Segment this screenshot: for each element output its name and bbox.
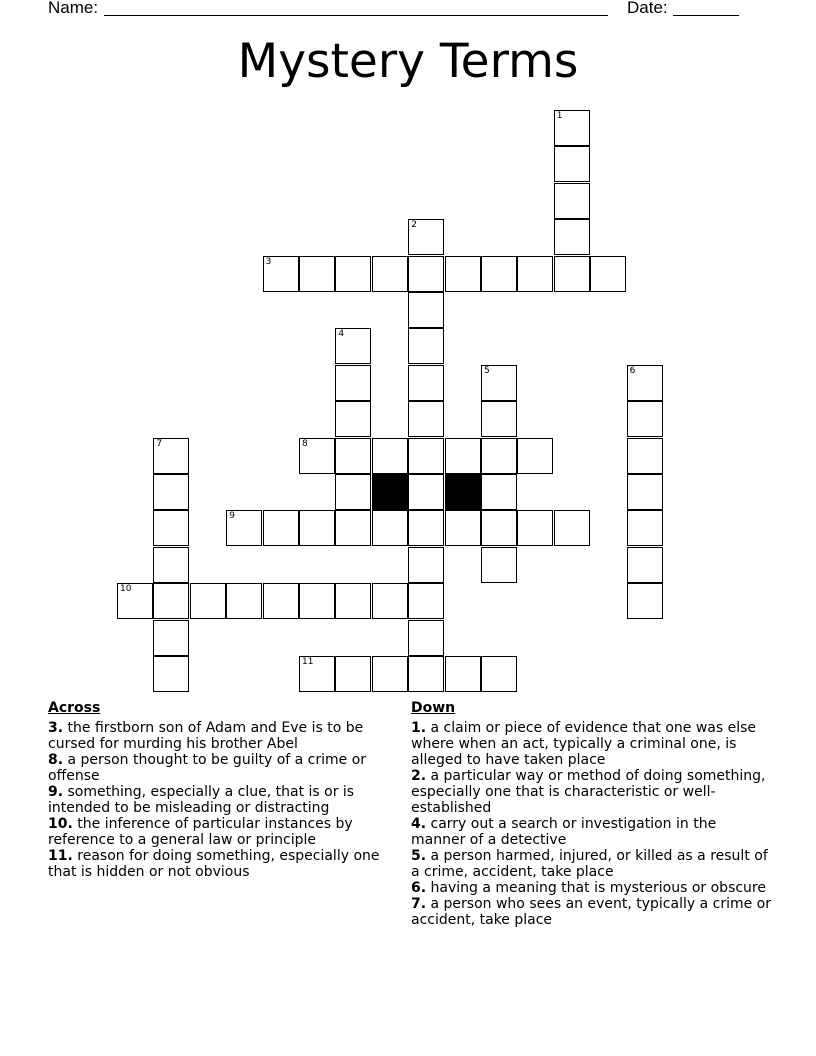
grid-cell[interactable] (408, 438, 444, 474)
grid-cell[interactable] (590, 256, 626, 292)
grid-cell[interactable] (481, 474, 517, 510)
clue-number-label: 11. (48, 848, 73, 864)
down-clue (411, 816, 771, 848)
clue-number-label: 10. (48, 816, 73, 832)
clue-number: 7 (156, 438, 163, 449)
grid-cell[interactable] (226, 510, 262, 546)
name-label: Name: (48, 0, 99, 17)
grid-cell[interactable] (481, 401, 517, 437)
clue-number-label: 4. (411, 816, 427, 832)
clue-number-label: 5. (411, 848, 427, 864)
across-clue (48, 816, 398, 848)
across-clue-list (48, 720, 398, 880)
down-clue (411, 768, 771, 816)
grid-cell[interactable] (117, 583, 153, 619)
down-heading: Down (411, 700, 456, 716)
grid-cell[interactable] (335, 583, 371, 619)
clue-text: a person harmed, injured, or killed as a result of a crime, accident, take place (411, 848, 768, 880)
grid-cell[interactable] (481, 256, 517, 292)
grid-cell[interactable] (445, 256, 481, 292)
grid-cell[interactable] (554, 510, 590, 546)
clue-text: carry out a search or investigation in the manner of a detective (411, 816, 717, 848)
grid-cell[interactable] (335, 328, 371, 364)
grid-cell[interactable] (408, 547, 444, 583)
clue-number-label: 7. (411, 896, 427, 912)
grid-cell[interactable] (372, 656, 408, 692)
grid-cell[interactable] (481, 656, 517, 692)
down-clue (411, 896, 771, 928)
clue-number: 6 (629, 365, 636, 376)
down-clue-list (411, 720, 771, 928)
grid-cell[interactable] (408, 620, 444, 656)
grid-cell[interactable] (263, 583, 299, 619)
down-clue (411, 720, 771, 768)
clue-number: 5 (484, 365, 490, 376)
grid-cell[interactable] (190, 583, 226, 619)
clue-number-label: 1. (411, 720, 427, 736)
grid-cell[interactable] (554, 219, 590, 255)
grid-block (372, 474, 408, 510)
across-clues (48, 700, 398, 880)
grid-cell[interactable] (554, 183, 590, 219)
grid-cell[interactable] (299, 438, 335, 474)
grid-cell[interactable] (408, 292, 444, 328)
grid-cell[interactable] (627, 510, 663, 546)
clue-number-label: 2. (411, 768, 427, 784)
clue-number-label: 8. (48, 752, 64, 768)
grid-cell[interactable] (372, 256, 408, 292)
grid-cell[interactable] (299, 583, 335, 619)
grid-cell[interactable] (408, 583, 444, 619)
clue-number: 2 (411, 220, 417, 231)
grid-cell[interactable] (517, 438, 553, 474)
grid-cell[interactable] (263, 510, 299, 546)
grid-cell[interactable] (408, 256, 444, 292)
clue-number-label: 6. (411, 880, 427, 896)
grid-cell[interactable] (554, 110, 590, 146)
grid-cell[interactable] (335, 474, 371, 510)
clue-number-label: 9. (48, 784, 64, 800)
grid-cell[interactable] (372, 438, 408, 474)
grid-cell[interactable] (299, 656, 335, 692)
grid-cell[interactable] (408, 510, 444, 546)
grid-cell[interactable] (408, 474, 444, 510)
grid-cell[interactable] (335, 656, 371, 692)
grid-cell[interactable] (627, 365, 663, 401)
page-title: Mystery Terms (237, 34, 579, 89)
grid-cell[interactable] (153, 438, 189, 474)
clue-text: a person who sees an event, typically a crime or accident, take place (411, 896, 771, 928)
grid-block (445, 474, 481, 510)
clue-number: 9 (229, 511, 235, 522)
clue-number: 4 (338, 329, 345, 340)
clue-text: a claim or piece of evidence that one was else where when an act, typically a criminal one, is alleged to have taken place (411, 720, 757, 768)
grid-cell[interactable] (517, 510, 553, 546)
grid-cell[interactable] (408, 401, 444, 437)
clue-text: having a meaning that is mysterious or obscure (426, 880, 766, 896)
clue-text: a particular way or method of doing something, especially one that is characteristic or well-established (411, 768, 766, 816)
down-clue (411, 848, 771, 880)
grid-cell[interactable] (408, 219, 444, 255)
grid-cell[interactable] (627, 438, 663, 474)
grid-cell[interactable] (153, 656, 189, 692)
grid-cell[interactable] (153, 510, 189, 546)
clue-text: something, especially a clue, that is or is intended to be misleading or distracting (48, 784, 355, 816)
across-clue (48, 720, 398, 752)
grid-cell[interactable] (627, 401, 663, 437)
clue-number: 10 (120, 584, 132, 595)
clue-number: 1 (556, 111, 563, 121)
across-clue (48, 784, 398, 816)
grid-cell[interactable] (481, 438, 517, 474)
grid-cell[interactable] (627, 547, 663, 583)
clue-text: the inference of particular instances by reference to a general law or principle (48, 816, 353, 848)
grid-cell[interactable] (226, 583, 262, 619)
grid-cell[interactable] (517, 256, 553, 292)
grid-cell[interactable] (372, 510, 408, 546)
clue-number-label: 3. (48, 720, 64, 736)
grid-cell[interactable] (299, 256, 335, 292)
grid-cell[interactable] (408, 328, 444, 364)
grid-cell[interactable] (627, 583, 663, 619)
grid-cell[interactable] (335, 256, 371, 292)
across-clue (48, 848, 398, 880)
grid-cell[interactable] (153, 547, 189, 583)
clue-text: the firstborn son of Adam and Eve is to be cursed for murding his brother Abel (48, 720, 364, 752)
grid-cell[interactable] (627, 474, 663, 510)
grid-cell[interactable] (153, 474, 189, 510)
grid-cell[interactable] (408, 656, 444, 692)
across-heading: Across (48, 700, 101, 716)
across-clue (48, 752, 398, 784)
clue-number: 8 (302, 438, 308, 449)
grid-cell[interactable] (554, 146, 590, 182)
clue-text: a person thought to be guilty of a crime or offense (48, 752, 367, 784)
grid-cell[interactable] (335, 365, 371, 401)
down-clues (411, 700, 771, 928)
grid-cell[interactable] (263, 256, 299, 292)
grid-cell[interactable] (445, 438, 481, 474)
grid-cell[interactable] (335, 401, 371, 437)
grid-cell[interactable] (153, 583, 189, 619)
clue-number: 11 (302, 657, 314, 667)
grid-cell[interactable] (481, 365, 517, 401)
grid-cell[interactable] (408, 365, 444, 401)
date-label: Date: (627, 0, 668, 17)
grid-cell[interactable] (335, 510, 371, 546)
grid-cell[interactable] (445, 510, 481, 546)
grid-cell[interactable] (372, 583, 408, 619)
grid-cell[interactable] (554, 256, 590, 292)
clue-number: 3 (265, 256, 272, 267)
grid-cell[interactable] (481, 510, 517, 546)
grid-cell[interactable] (335, 438, 371, 474)
clue-text: reason for doing something, especially one that is hidden or not obvious (48, 848, 380, 880)
grid-cell[interactable] (445, 656, 481, 692)
grid-cell[interactable] (481, 547, 517, 583)
grid-cell[interactable] (299, 510, 335, 546)
grid-cell[interactable] (153, 620, 189, 656)
down-clue (411, 880, 771, 896)
